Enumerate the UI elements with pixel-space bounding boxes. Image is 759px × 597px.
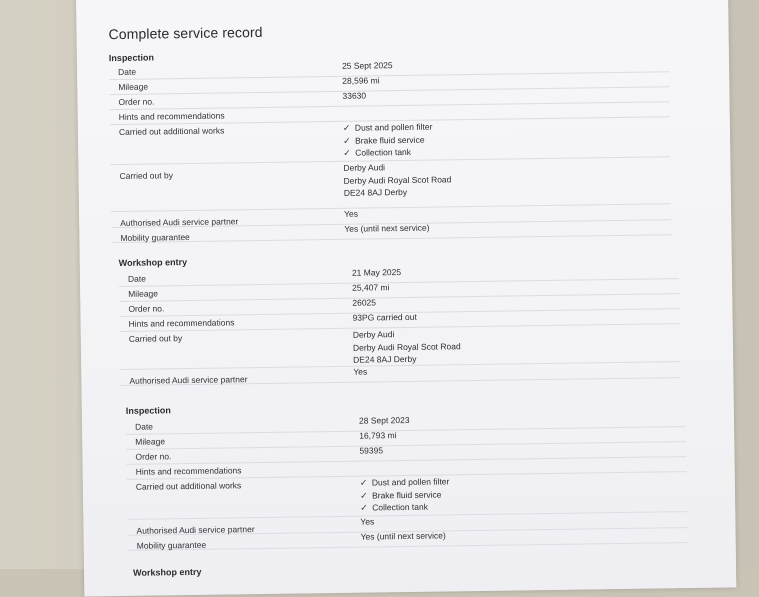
row-label: Mobility guarantee [136, 539, 207, 551]
row-label: Authorised Audi service partner [129, 374, 248, 386]
section-heading: Workshop entry [133, 566, 202, 578]
row-value: Yes [353, 366, 368, 377]
row-value: 21 May 2025 [351, 267, 402, 278]
section-heading: Workshop entry [118, 257, 188, 268]
check-mark-icon: ✓ [343, 147, 351, 158]
row-label: Authorised Audi service partner [136, 524, 255, 536]
check-mark-icon: ✓ [342, 135, 351, 146]
works-item: ✓ Brake fluid service [342, 134, 425, 146]
row-label: Hints and recommendations [118, 110, 225, 122]
row-label: Carried out additional works [135, 480, 242, 492]
check-mark-icon: ✓ [359, 477, 368, 488]
check-mark-icon: ✓ [360, 502, 368, 513]
row-label: Order no. [118, 96, 155, 107]
check-mark-icon: ✓ [359, 490, 368, 501]
row-value: 25,407 mi [352, 282, 390, 293]
row-label: Date [134, 421, 154, 432]
row-label: Hints and recommendations [128, 317, 235, 329]
row-value: Yes (until next service) [360, 530, 446, 542]
works-item: ✓ Collection tank [360, 501, 429, 513]
record-row-carried-by [110, 157, 671, 212]
row-value: 25 Sept 2025 [341, 60, 393, 71]
row-label: Carried out by [128, 333, 183, 344]
row-label: Order no. [135, 451, 172, 462]
row-label: Mileage [118, 81, 149, 92]
check-mark-icon: ✓ [342, 122, 351, 133]
row-label: Carried out additional works [118, 125, 225, 137]
row-value: 16,793 mi [359, 430, 397, 441]
row-value: 28 Sept 2023 [358, 414, 410, 426]
works-list [343, 121, 433, 160]
row-value: 26025 [352, 297, 377, 308]
row-label: Order no. [128, 303, 165, 314]
works-item: ✓ Dust and pollen filter [342, 121, 433, 133]
row-value: 28,596 mi [342, 75, 380, 86]
row-value: 93PG carried out [352, 311, 417, 323]
row-label: Authorised Audi service partner [120, 216, 239, 228]
works-item: ✓ Brake fluid service [359, 488, 442, 501]
row-label: Carried out by [119, 170, 173, 181]
service-record-sheet [76, 0, 736, 596]
row-label: Mileage [135, 436, 166, 447]
row-value: Yes [360, 516, 375, 527]
document-title: Complete service record [108, 23, 263, 43]
row-value: 33630 [342, 90, 367, 101]
row-value: 59395 [359, 445, 384, 456]
row-label: Date [118, 66, 137, 77]
row-label: Mileage [128, 288, 159, 299]
row-label: Hints and recommendations [135, 465, 242, 477]
works-item: ✓ Collection tank [343, 146, 412, 158]
works-list [360, 475, 450, 514]
works-item: ✓ Dust and pollen filter [359, 476, 450, 488]
row-label: Mobility guarantee [120, 231, 190, 243]
row-value: Yes [344, 208, 359, 219]
section-heading: Inspection [125, 405, 171, 416]
workshop-address: Derby Audi Derby Audi Royal Scot Road DE24 8AJ Derby [343, 162, 452, 198]
row-label: Date [127, 273, 147, 284]
workshop-address: Derby Audi Derby Audi Royal Scot Road DE24 8AJ Derby [352, 329, 461, 365]
section-heading: Inspection [108, 52, 154, 64]
row-value: Yes (until next service) [344, 222, 430, 234]
